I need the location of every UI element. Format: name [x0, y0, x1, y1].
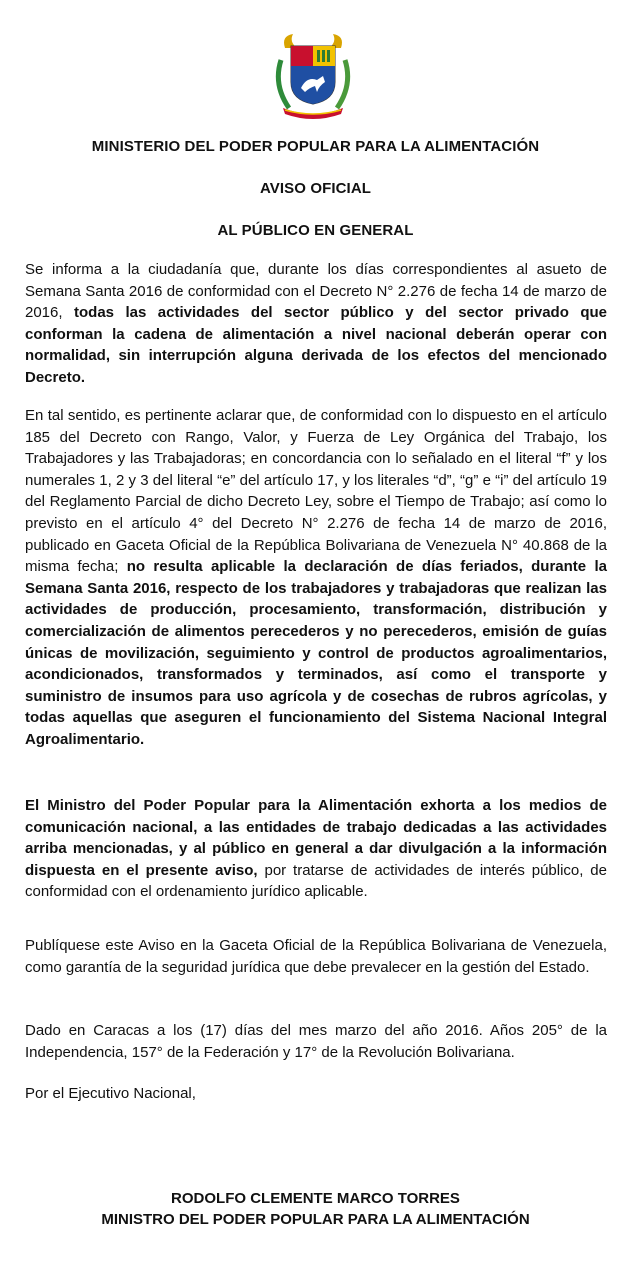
paragraph-3-bold: El Ministro del Poder Popular para la Alimentación exhorta a los medios de comunicación nacional, a las entidades de trabajo dedicadas a las actividades arriba mencionadas, y al público en general a dar divulgación a la información dispuesta en el presente aviso,	[25, 797, 607, 879]
paragraph-2-text: En tal sentido, es pertinente aclarar que, de conformidad con lo dispuesto en el artículo 185 del Decreto con Rango, Valor, y Fuerza de Ley Orgánica del Trabajo, los Trabajadores y las Trabajadoras; en concordancia con lo señalado en el literal “f” y los numerales 1, 2 y 3 del literal “e” del artículo 17, y los literales “d”, “g” e “i” del artículo 19 del Reglamento Parcial de dicho Decreto Ley, sobre el Tiempo de Trabajo; así como lo previsto en el artículo 4° del Decreto N° 2.276 de fecha 14 de marzo de 2016, publicado en Gaceta Oficial de la República Bolivariana de Venezuela N° 40.868 de la misma fecha;	[25, 407, 607, 576]
ministry-heading: MINISTERIO DEL PODER POPULAR PARA LA ALIMENTACIÓN	[91, 138, 540, 155]
notice-title: AVISO OFICIAL	[259, 180, 372, 197]
signatory-name: RODOLFO CLEMENTE MARCO TORRES	[171, 1190, 460, 1207]
paragraph-3	[25, 795, 607, 903]
paragraph-5: Dado en Caracas a los (17) días del mes marzo del año 2016. Años 205° de la Independencia, 157° de la Federación y 17° de la Revolución Bolivariana.	[25, 1022, 607, 1061]
signatory-position: MINISTRO DEL PODER POPULAR PARA LA ALIMENTACIÓN	[101, 1211, 530, 1228]
coat-of-arms-icon	[271, 30, 355, 120]
paragraph-1-bold: todas las actividades del sector público y del sector privado que conforman la cadena de alimentación a nivel nacional deberán operar con normalidad, sin interrupción alguna derivada de los efectos del mencionado Decreto.	[25, 304, 607, 386]
closing-line: Por el Ejecutivo Nacional,	[25, 1085, 196, 1102]
audience-heading: AL PÚBLICO EN GENERAL	[217, 222, 414, 239]
paragraph-1	[25, 259, 607, 389]
paragraph-2-bold: no resulta aplicable la declaración de días feriados, durante la Semana Santa 2016, respecto de los trabajadores y trabajadoras que realizan las actividades de producción, procesamiento, transformación, distribución y comercialización de alimentos perecederos y no perecederos, emisión de guías únicas de movilización, seguimiento y control de productos agroalimentarios, acondicionados, transformados y terminados, así como el transporte y suministro de insumos para uso agrícola y de cosechas de rubros agrícolas, y todas aquellas que aseguren el funcionamiento del Sistema Nacional Integral Agroalimentario.	[25, 558, 607, 748]
paragraph-2	[25, 405, 607, 751]
paragraph-1-text: Se informa a la ciudadanía que, durante los días correspondientes al asueto de Semana Santa 2016 de conformidad con el Decreto N° 2.276 de fecha 14 de marzo de 2016,	[25, 261, 607, 322]
paragraph-3-text: por tratarse de actividades de interés público, de conformidad con el ordenamiento jurídico aplicable.	[25, 861, 607, 901]
paragraph-4: Publíquese este Aviso en la Gaceta Oficial de la República Bolivariana de Venezuela, como garantía de la seguridad jurídica que debe prevalecer en la gestión del Estado.	[25, 937, 607, 976]
